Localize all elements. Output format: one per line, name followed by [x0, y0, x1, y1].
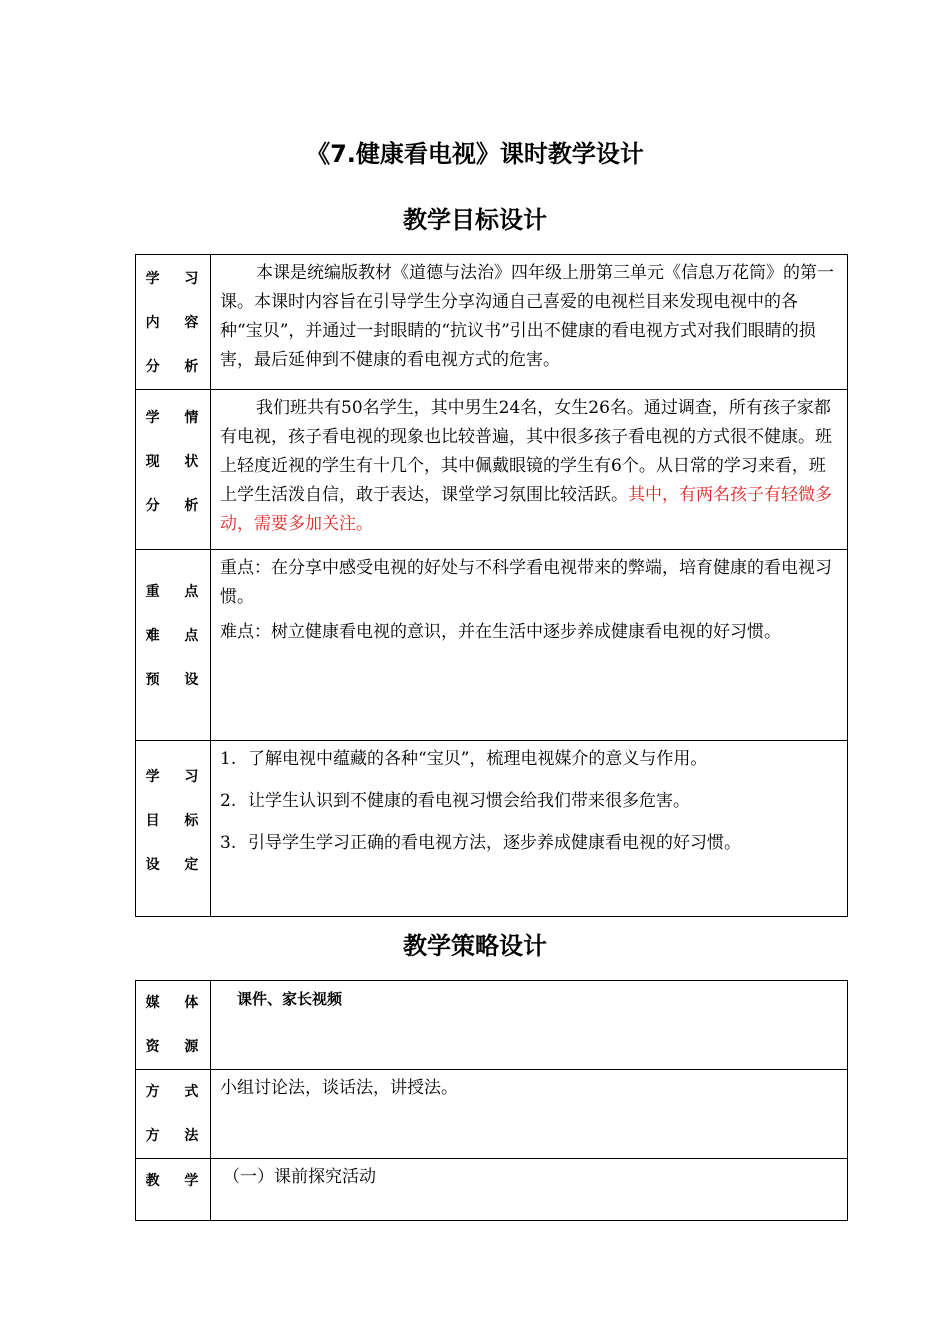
- label-line: 重 点: [145, 584, 209, 600]
- strategy-table: [135, 980, 848, 1221]
- key-points-text-cell: [211, 550, 848, 741]
- label-line: 学 情: [145, 410, 209, 426]
- student-analysis-highlight: 其中，有两名孩子有轻微多动，需要多加关注。: [220, 485, 832, 534]
- section-title-goals: 教学目标设计: [403, 206, 547, 234]
- row-teaching: [136, 1159, 848, 1221]
- document-title: 《7.健康看电视》课时教学设计: [306, 140, 644, 168]
- content-analysis-text-cell: [211, 255, 848, 390]
- methods-text-cell: [211, 1070, 848, 1159]
- content-analysis-text: 本课是统编版教材《道德与法治》四年级上册第三单元《信息万花筒》的第一课。本课时内容旨在引导学生分享沟通自己喜爱的电视栏目来发现电视中的各种“宝贝”，并通过一封眼睛的“抗议书”引出不健康的看电视方式对我们眼睛的损害，最后延伸到不健康的看电视方式的危害。: [220, 263, 834, 370]
- objective-item: [220, 829, 839, 858]
- label-line: 现 状: [145, 454, 209, 470]
- label-line: 学 习: [145, 271, 209, 287]
- objective-number: 2.: [220, 791, 237, 811]
- label-methods: [136, 1070, 211, 1159]
- objectives-list: [211, 741, 848, 917]
- objective-text: 让学生认识到不健康的看电视习惯会给我们带来很多危害。: [248, 791, 690, 811]
- label-line: 学 习: [145, 769, 209, 785]
- difficult-point-text: 难点：树立健康看电视的意识，并在生活中逐步养成健康看电视的好习惯。: [220, 622, 781, 642]
- label-line: 目 标: [145, 813, 209, 829]
- student-analysis-text-cell: [211, 390, 848, 550]
- objective-number: 3.: [220, 833, 237, 853]
- label-line: 方 式: [145, 1084, 209, 1100]
- objective-number: 1.: [220, 749, 237, 769]
- row-content-analysis: [136, 255, 848, 390]
- label-line: 分 析: [145, 359, 209, 375]
- label-line: 媒 体: [145, 995, 209, 1011]
- goals-table: [135, 254, 848, 917]
- label-line: 难 点: [145, 628, 209, 644]
- label-line: 分 析: [145, 498, 209, 514]
- label-line: 设 定: [145, 857, 209, 873]
- student-analysis-paragraph: [220, 394, 839, 539]
- objective-text: 了解电视中蕴藏的各种“宝贝”，梳理电视媒介的意义与作用。: [248, 749, 708, 769]
- row-key-points: [136, 550, 848, 741]
- objective-text: 引导学生学习正确的看电视方法，逐步养成健康看电视的好习惯。: [248, 833, 741, 853]
- teaching-text: （一）课前探究活动: [223, 1167, 376, 1187]
- student-analysis-text: 我们班共有50名学生，其中男生24名，女生26名。通过调查，所有孩子家都有电视，孩子看电视的现象也比较普遍，其中很多孩子看电视的方式很不健康。班上轻度近视的学生有十几个，其中佩戴眼镜的学生有6个。从日常的学习来看，班上学生活泼自信，敢于表达，课堂学习氛围比较活跃。: [220, 398, 832, 505]
- key-point-text: 重点：在分享中感受电视的好处与不科学看电视带来的弊端，培育健康的看电视习惯。: [220, 558, 832, 607]
- objective-item: [220, 787, 839, 816]
- label-line: 资 源: [145, 1039, 209, 1055]
- label-student-analysis: [136, 390, 211, 550]
- section-title-strategy: 教学策略设计: [403, 932, 547, 960]
- row-student-analysis: [136, 390, 848, 550]
- label-objectives: [136, 741, 211, 917]
- label-media: [136, 981, 211, 1070]
- teaching-text-cell: [211, 1159, 848, 1221]
- label-line: 方 法: [145, 1128, 209, 1144]
- label-line: 预 设: [145, 672, 209, 688]
- label-content-analysis: [136, 255, 211, 390]
- label-key-points: [136, 550, 211, 741]
- methods-text: 小组讨论法，谈话法，讲授法。: [220, 1078, 458, 1098]
- row-methods: [136, 1070, 848, 1159]
- label-line: 内 容: [145, 315, 209, 331]
- objective-item: [220, 745, 839, 774]
- label-teaching: [136, 1159, 211, 1221]
- media-text-cell: [211, 981, 848, 1070]
- label-line: 教 学: [145, 1173, 209, 1189]
- row-objectives: [136, 741, 848, 917]
- media-text: 课件、家长视频: [237, 990, 343, 1008]
- row-media: [136, 981, 848, 1070]
